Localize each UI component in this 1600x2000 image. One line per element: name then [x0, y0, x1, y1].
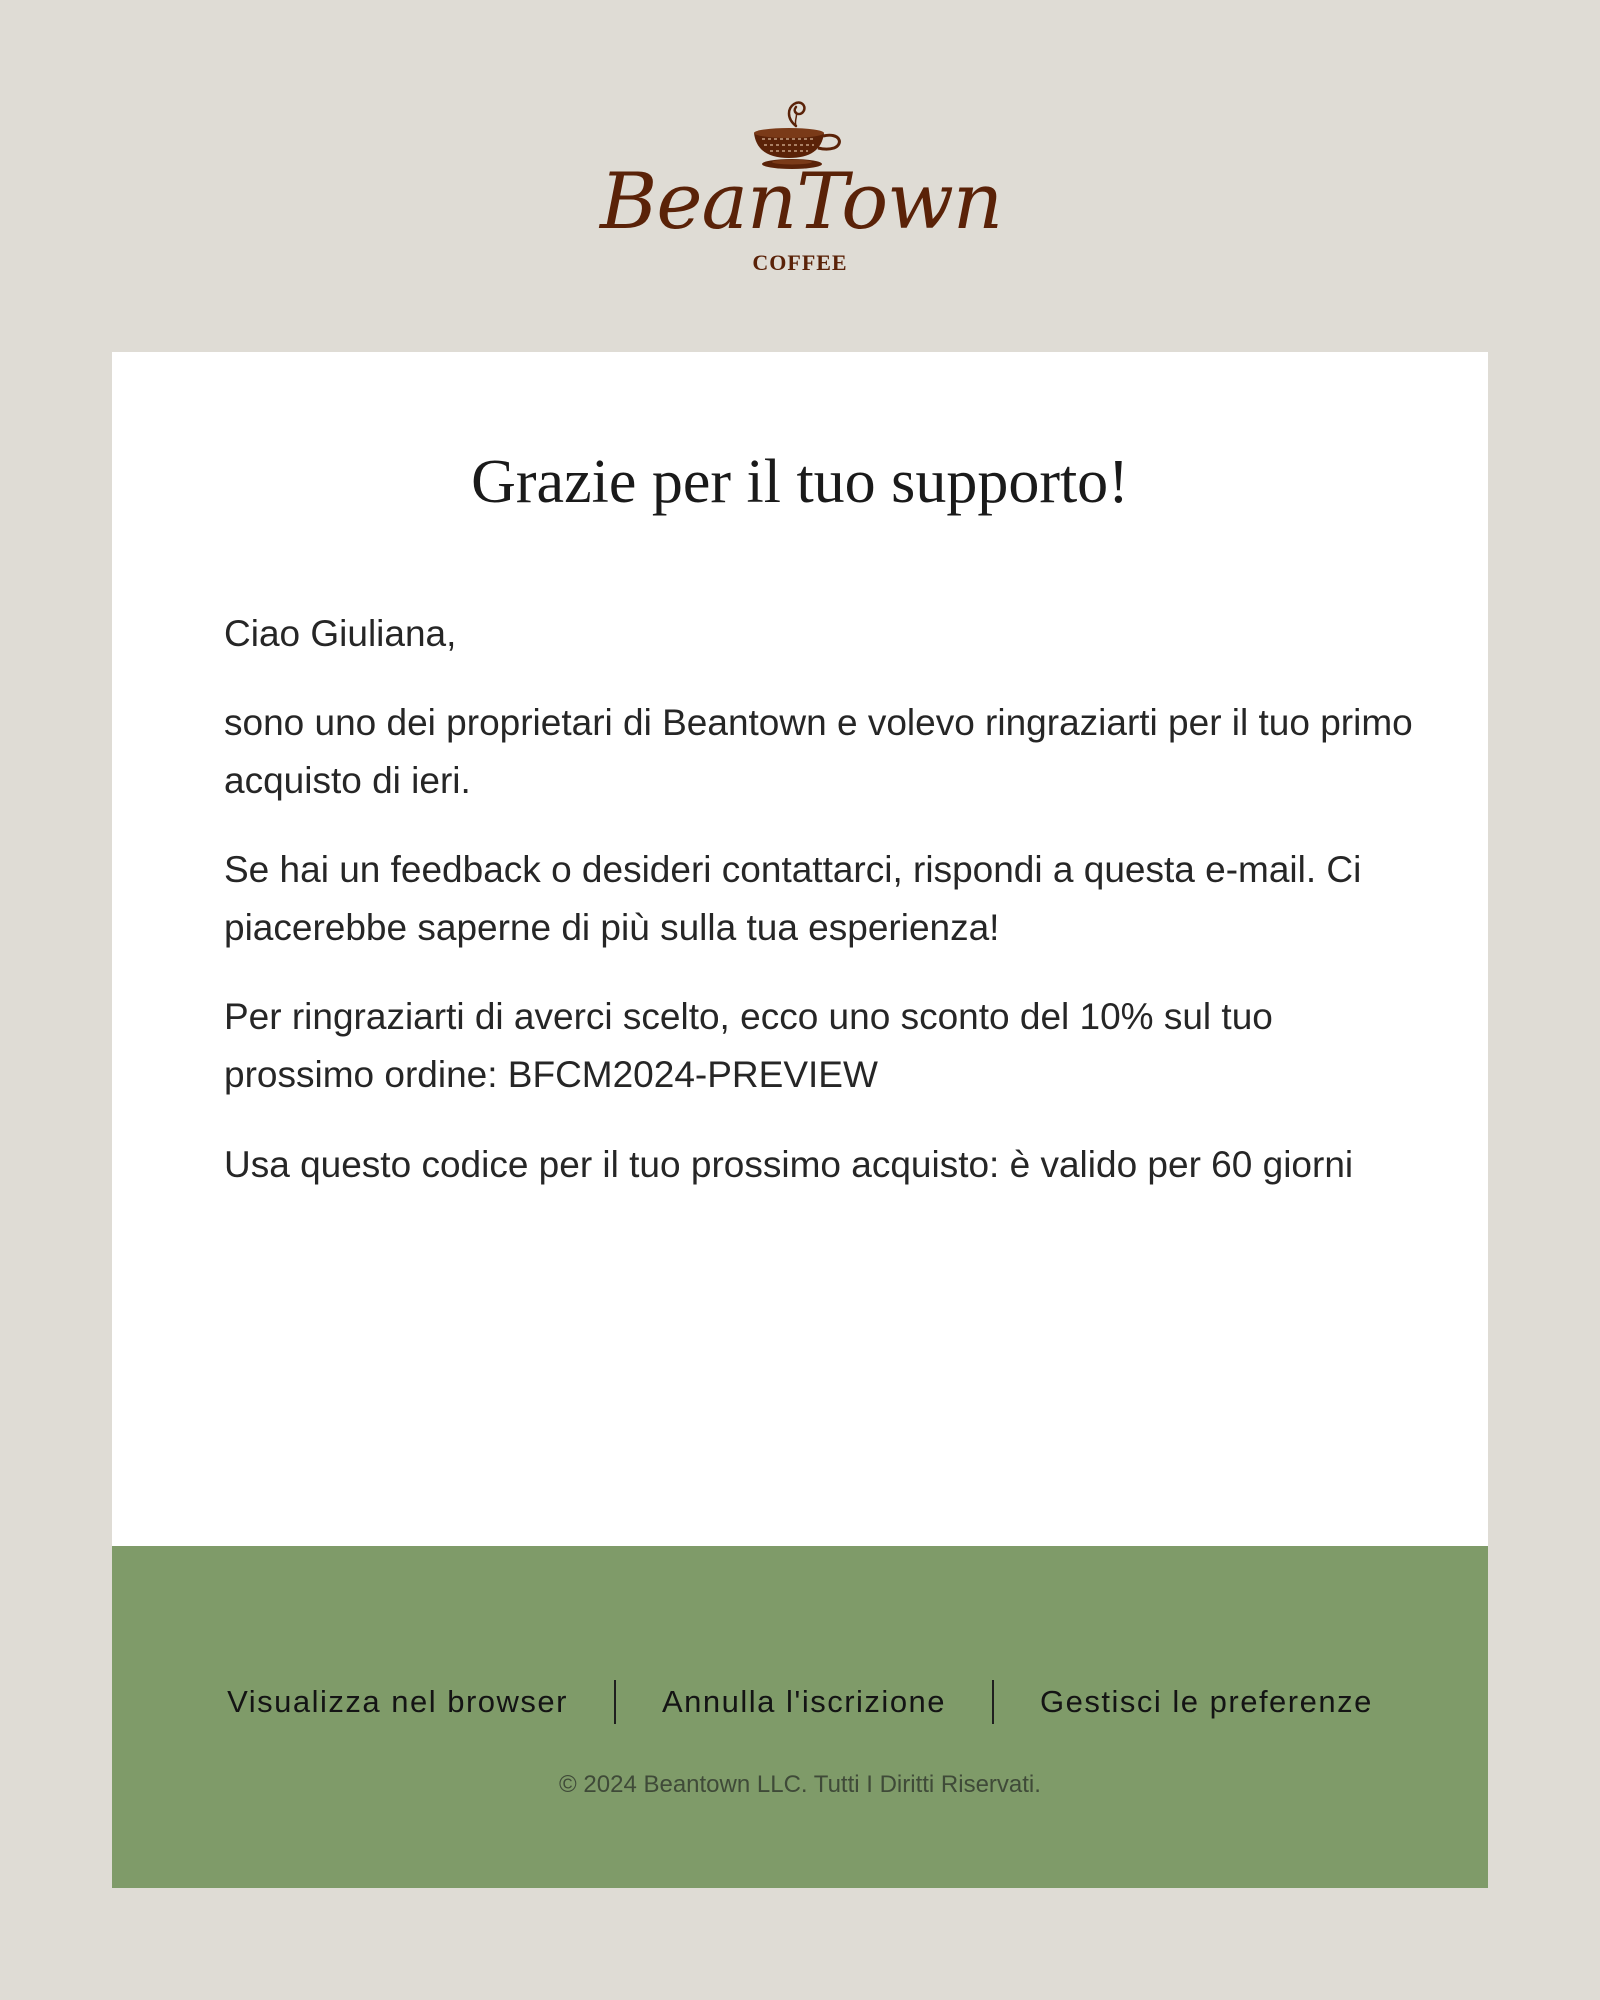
footer-links: [112, 1674, 1488, 1730]
paragraph-thanks: sono uno dei proprietari di Beantown e volevo ringraziarti per il tuo primo acquisto di ieri.: [224, 702, 1413, 801]
brand-tagline: COFFEE: [752, 250, 848, 275]
greeting-text: Ciao Giuliana,: [224, 613, 457, 654]
email-title: Grazie per il tuo supporto!: [471, 448, 1129, 516]
paragraph-feedback: Se hai un feedback o desideri contattarci, rispondi a questa e-mail. Ci piacerebbe saperne di più sulla tua esperienza!: [224, 849, 1362, 948]
brand-logo[interactable]: [600, 70, 1003, 290]
paragraph-discount: Per ringraziarti di averci scelto, ecco uno sconto del 10% sul tuo prossimo ordine: BFCM2024-PREVIEW: [224, 996, 1273, 1095]
brand-name: BeanTown: [600, 157, 1003, 247]
manage-preferences-link[interactable]: Gestisci le preferenze: [1040, 1684, 1373, 1719]
email-footer: [112, 1546, 1488, 1888]
unsubscribe-link[interactable]: Annulla l'iscrizione: [662, 1684, 947, 1719]
view-in-browser-link[interactable]: Visualizza nel browser: [227, 1684, 568, 1719]
email-header: [0, 0, 1600, 352]
copyright-text: © 2024 Beantown LLC. Tutti I Diritti Riservati.: [559, 1771, 1041, 1798]
paragraph-validity: Usa questo codice per il tuo prossimo acquisto: è valido per 60 giorni: [224, 1144, 1354, 1185]
email-body-card: [112, 352, 1488, 1546]
